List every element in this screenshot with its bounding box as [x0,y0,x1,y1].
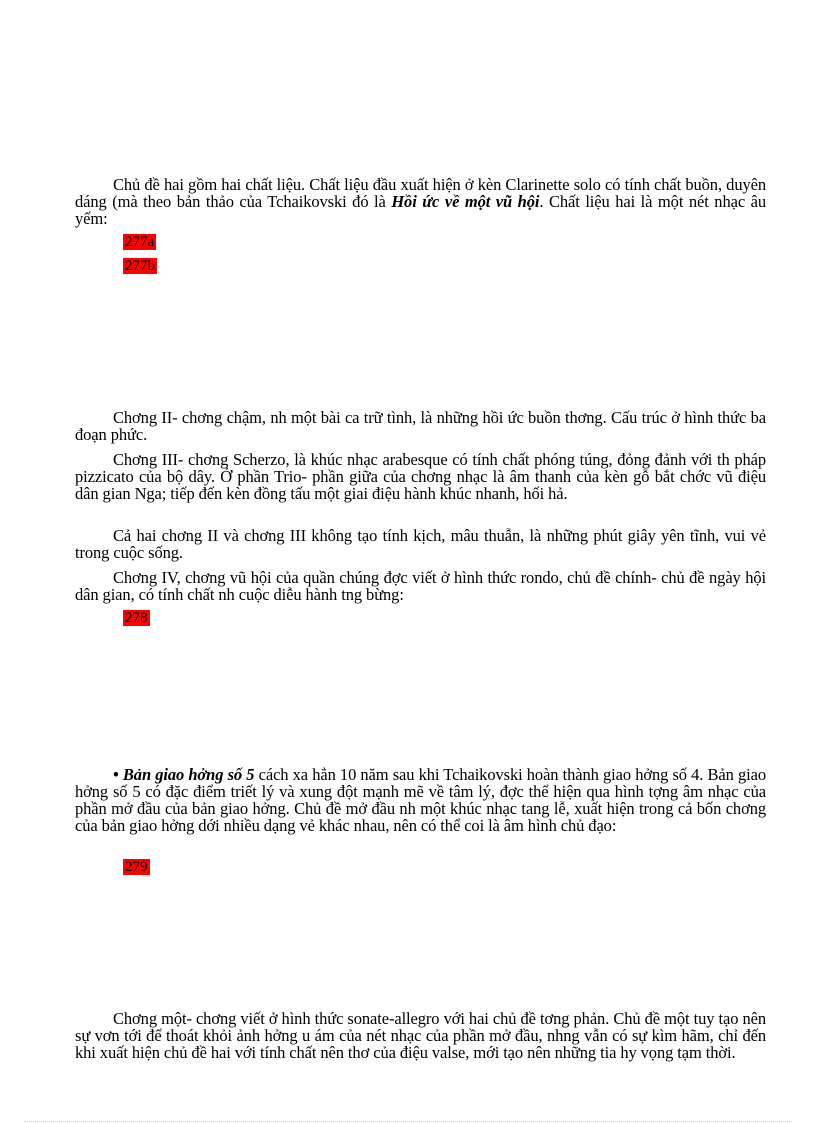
page-bottom-divider [24,1121,792,1122]
paragraph-theme-two [75,176,766,227]
music-example-tag-277b: 277b [125,258,155,274]
music-example-tag-278: 278 [125,610,148,626]
music-example-tag-277a: 277a [125,234,155,250]
paragraph-movement-four: Chơng IV, chơng vũ hội của quần chúng đợc viết ở hình thức rondo, chủ đề chính- chủ đề ngày hội dân gian, có tính chất nh cuộc diễu hành tng bừng: [75,568,766,604]
paragraph-movement-one: Chơng một- chơng viết ở hình thức sonate-allegro với hai chủ đề tơng phản. Chủ đề một tuy tạo nên sự vơn tới để thoát khỏi ảnh hởng u ám của nét nhạc của phần mở đầu, nhng vẫn có sự kìm hãm, chỉ đến khi xuất hiện chủ đề hai với tính chất nên thơ của điệu valse, mới tạo nên những tia hy vọng tạm thời. [75,1009,766,1062]
paragraph-movements-two-three: Cả hai chơng II và chơng III không tạo tính kịch, mâu thuẫn, là những phút giây yên tĩnh, vui vẻ trong cuộc sống. [75,526,766,562]
paragraph-movement-three: Chơng III- chơng Scherzo, là khúc nhạc arabesque có tính chất phóng túng, đỏng đảnh với th pháp pizzicato của bộ dây. Ở phần Trio- phần giữa của chơng nhạc là âm thanh của kèn gỗ bắt chớc vũ điệu dân gian Nga; tiếp đến kèn đồng tấu một giai điệu hành khúc nhanh, hối hả. [75,450,766,503]
paragraph-text: Chủ đề hai gồm hai chất liệu. Chất liệu đầu xuất hiện ở kèn Clarinette solo có tính chất buồn, duyên dáng (mà theo bản thảo của Tchaikovski đó là [75,175,766,211]
paragraph-movement-two: Chơng II- chơng chậm, nh một bài ca trữ tình, là những hồi ức buồn thơng. Cấu trúc ở hình thức ba đoạn phức. [75,408,766,444]
paragraph-symphony-five [75,766,766,834]
paragraph-text: . Chất liệu hai là một nét nhạc âu yếm: [75,192,766,228]
bullet-icon: • [113,765,119,784]
music-example-tag-279: 279 [125,859,148,875]
emphasis-title: Hồi ức về một vũ hội [391,192,540,211]
emphasis-title: Bản giao hởng số 5 [122,765,255,784]
paragraph-text: cách xa hẳn 10 năm sau khi Tchaikovski hoàn thành giao hởng số 4. Bản giao hởng số 5 có đặc điểm triết lý và xung đột mạnh mẽ về tâm lý, đợc thể hiện qua hình tợng âm nhạc của phần mở đầu của bản giao hởng. Chủ đề mở đầu nh một khúc nhạc tang lễ, xuất hiện trong cả bốn chơng của bản giao hởng dới nhiều dạng vẻ khác nhau, nên có thể coi là âm hình chủ đạo: [75,765,766,835]
